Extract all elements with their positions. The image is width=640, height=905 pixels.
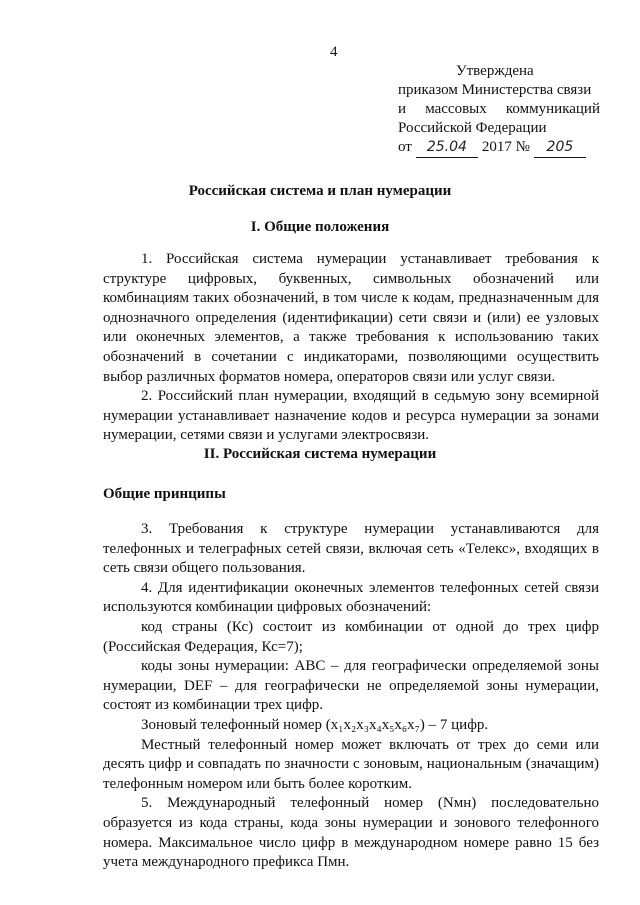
handwritten-date: 25.04: [416, 138, 478, 158]
approval-line-3: и массовых коммуникаций: [398, 101, 600, 117]
section-2-body: [103, 520, 599, 873]
page-number: 4: [330, 44, 338, 60]
paragraph-4a: код страны (Кс) состоит из комбинации от одной до трех цифр (Российская Федерация, Кс=7);: [103, 618, 599, 655]
approval-line-1: Утверждена: [456, 63, 534, 79]
paragraph-4: 4. Для идентификации оконечных элементов телефонных сетей связи используются комбинации цифровых обозначений:: [103, 579, 599, 616]
handwritten-number: 205: [534, 138, 586, 158]
paragraph-4c: Зоновый телефонный номер (x₁x₂x₃x₄x₅x₆x₇) – 7 цифр.: [141, 716, 489, 733]
approval-block: [398, 62, 600, 158]
document-title: Российская система и план нумерации: [188, 183, 452, 199]
section-1-heading: I. Общие положения: [250, 219, 390, 235]
approval-line-2: приказом Министерства связи: [398, 82, 592, 98]
subsection-heading: Общие принципы: [103, 486, 226, 502]
approval-year: 2017 №: [481, 139, 530, 155]
section-2-heading: II. Российская система нумерации: [203, 446, 437, 462]
approval-date-line: [398, 138, 600, 158]
section-1-body: [103, 250, 599, 446]
paragraph-5: 5. Международный телефонный номер (Nмн) последовательно образуется из кода страны, кода зоны нумерации и зонового телефонного номера. Максимальное число цифр в международном номере равно 15 без учета международного префикса Пмн.: [103, 795, 599, 871]
paragraph-1: 1. Российская система нумерации устанавливает требования к структуре цифровых, буквенных, символьных обозначений или комбинациям таких обозначений, в том числе к кодам, предназначенным для однозначного определения (идентификации) сети связи и (или) ее узловых или оконечных элементов, а также требования к использованию таких обозначений в сочетании с индикаторами, позволяющими осуществить выбор различных форматов номера, операторов связи или услуг связи.: [103, 251, 599, 385]
paragraph-3: 3. Требования к структуре нумерации устанавливаются для телефонных и телеграфных сетей связи, включая сеть «Телекс», входящих в сеть связи общего пользования.: [103, 521, 599, 577]
paragraph-2: 2. Российский план нумерации, входящий в седьмую зону всемирной нумерации устанавливает назначение кодов и ресурса нумерации за зонами нумерации, сетями связи и услугами электросвязи.: [103, 388, 599, 444]
approval-line-4: Российской Федерации: [398, 120, 547, 136]
paragraph-4b: коды зоны нумерации: ABC – для географически определяемой зоны нумерации, DEF – для географически не определяемой зоны нумерации, состоят из комбинации трех цифр.: [103, 658, 599, 714]
approval-prefix: от: [398, 139, 412, 155]
paragraph-4d: Местный телефонный номер может включать от трех до семи или десять цифр и совпадать по значности с зоновым, национальным (значащим) телефонным номером или быть более коротким.: [103, 736, 599, 792]
